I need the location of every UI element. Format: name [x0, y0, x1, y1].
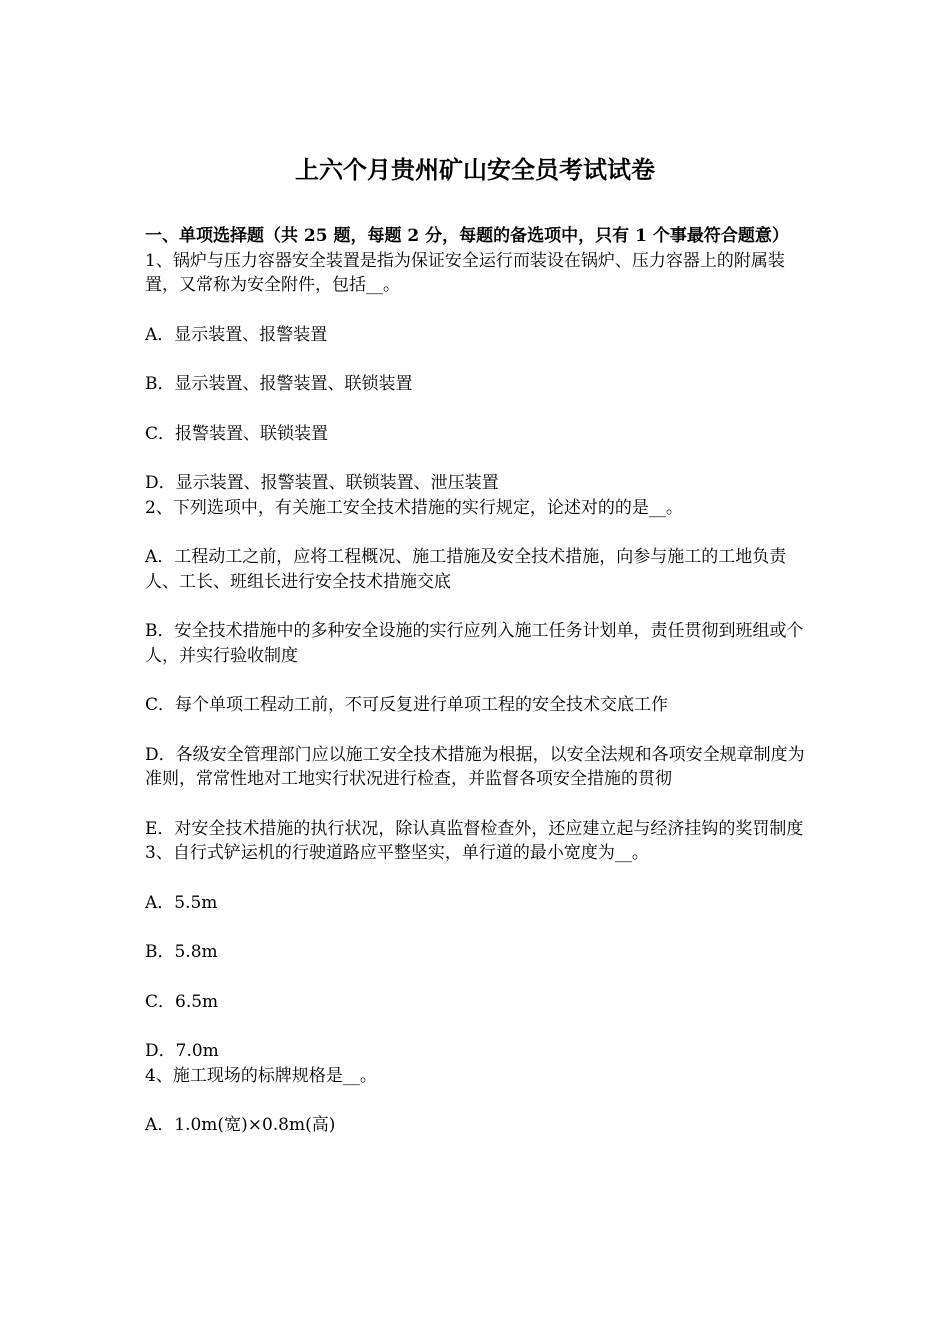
option-d: D．显示装置、报警装置、联锁装置、泄压装置: [145, 473, 499, 493]
document-body: [145, 224, 807, 1138]
question-1: [145, 249, 807, 496]
section-heading: 一、单项选择题（共 25 题，每题 2 分，每题的备选项中，只有 1 个事最符合题意）: [145, 226, 789, 246]
option-a: A．5.5m: [145, 892, 218, 913]
option-b: B．安全技术措施中的多种安全设施的实行应列入施工任务计划单，责任贯彻到班组或个人，并实行验收制度: [145, 621, 804, 666]
option-a: A．1.0m(宽)×0.8m(高): [145, 1115, 336, 1135]
question-4: [145, 1064, 807, 1138]
option-c: C．报警装置、联锁装置: [145, 423, 329, 444]
document-title: 上六个月贵州矿山安全员考试试卷: [295, 155, 655, 184]
option-b: B．5.8m: [145, 942, 218, 962]
option-d: D．7.0m: [145, 1041, 219, 1061]
option-a: A．工程动工之前，应将工程概况、施工措施及安全技术措施，向参与施工的工地负责人、工长、班组长进行安全技术措施交底: [145, 547, 787, 592]
question-stem: 1、锅炉与压力容器安全装置是指为保证安全运行而装设在锅炉、压力容器上的附属装置，又常称为安全附件，包括__。: [145, 250, 785, 295]
option-d: D．各级安全管理部门应以施工安全技术措施为根据，以安全法规和各项安全规章制度为准则，常常性地对工地实行状况进行检查，并监督各项安全措施的贯彻: [145, 744, 805, 789]
option-e: E．对安全技术措施的执行状况，除认真监督检查外，还应建立起与经济挂钩的奖罚制度: [145, 818, 804, 839]
option-b: B．显示装置、报警装置、联锁装置: [145, 374, 413, 394]
option-c: C．6.5m: [145, 991, 219, 1012]
question-stem: 2、下列选项中，有关施工安全技术措施的实行规定，论述对的的是__。: [145, 497, 683, 518]
question-stem: 4、施工现场的标牌规格是__。: [145, 1065, 377, 1086]
question-2: [145, 496, 807, 842]
option-a: A．显示装置、报警装置: [145, 324, 328, 345]
question-3: [145, 841, 807, 1064]
option-c: C．每个单项工程动工前，不可反复进行单项工程的安全技术交底工作: [145, 695, 669, 715]
question-stem: 3、自行式铲运机的行驶道路应平整坚实，单行道的最小宽度为__。: [145, 843, 649, 863]
